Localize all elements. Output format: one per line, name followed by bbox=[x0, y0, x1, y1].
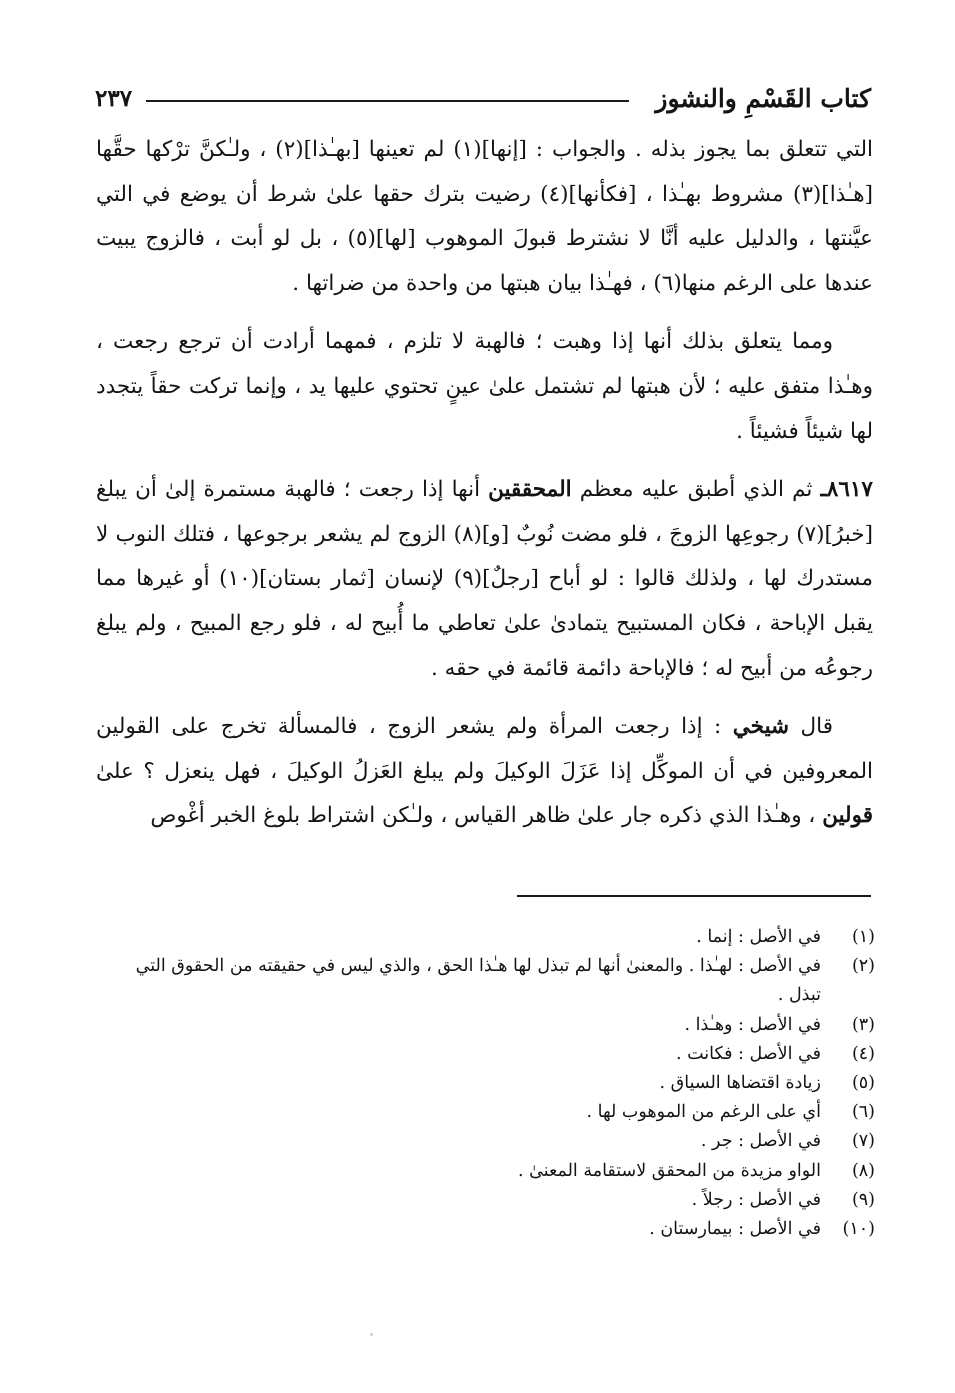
footnote-number: (٧) bbox=[851, 1131, 875, 1152]
footnote bbox=[100, 1127, 875, 1156]
footnote bbox=[100, 1215, 875, 1244]
footnote bbox=[100, 1098, 875, 1127]
footnote-text: في الأصل : إنما . bbox=[696, 927, 821, 947]
paragraph-4-text-b: : إذا رجعت المرأة ولم يشعر الزوج ، فالمسألة تخرج على القولين المعروفين في أن الموكِّل إذا عَزَلَ الوكيلَ ولم يبلغ العَزلُ الوكيلَ ، فهل ينعزل ؟ علىٰ bbox=[96, 714, 873, 784]
running-header bbox=[95, 78, 871, 118]
footnote-text: في الأصل : فكانت . bbox=[675, 1043, 821, 1064]
main-text bbox=[96, 128, 873, 839]
footnote-text: في الأصل : رجلاً . bbox=[691, 1189, 821, 1210]
footnote-text: في الأصل : وهـٰذا . bbox=[684, 1014, 821, 1035]
paragraph-3-text-a: ثم الذي أطبق عليه معظم bbox=[571, 477, 821, 503]
footnote bbox=[100, 952, 875, 1010]
paragraph-4-text-a: قال bbox=[789, 714, 833, 740]
footnote-number: (٤) bbox=[851, 1043, 875, 1064]
paragraph-3-bold: المحققين bbox=[488, 477, 572, 503]
page-number: ٢٣٧ bbox=[95, 84, 133, 112]
scan-speck bbox=[370, 1333, 373, 1336]
footnote-text: أي على الرغم من الموهوب لها . bbox=[586, 1102, 821, 1123]
footnote-separator bbox=[517, 895, 871, 897]
footnote-number: (١) bbox=[851, 927, 875, 947]
footnote-number: (٨) bbox=[851, 1160, 875, 1181]
footnote bbox=[100, 1186, 875, 1215]
footnote bbox=[100, 923, 875, 952]
footnote-number: (٣) bbox=[851, 1014, 875, 1035]
paragraph-number: ٨٦١٧ـ bbox=[820, 477, 873, 503]
footnote-number: (٢) bbox=[851, 956, 875, 977]
footnote-text: في الأصل : جر . bbox=[700, 1131, 821, 1152]
footnotes bbox=[100, 923, 875, 1244]
paragraph-4 bbox=[96, 705, 873, 839]
paragraph-4-bold-2: قولين bbox=[822, 803, 873, 829]
chapter-title: كتاب القَسْمِ والنشوز bbox=[655, 83, 871, 113]
footnote-number: (١٠) bbox=[842, 1219, 875, 1240]
paragraph-3-text-b: أنها إذا رجعت ؛ فالهبة مستمرة إلىٰ أن يبلغ [خبرُ](٧) رجوعِها الزوجَ ، فلو مضت نُوبٌ [و](٨) الزوج لم يشعر برجوعها ، فتلك النوب لا مستدرك لها ، ولذلك قالوا : لو أباح [رجلٌ](٩) لإنسان [ثمار بستان](١٠) أو غيرها مما يقبل الإباحة ، فكان المستبيح يتمادىٰ علىٰ تعاطي ما أُبيح له ، فلو رجع المبيح ، ولم يبلغ رجوعُه من أبيح له ؛ فالإباحة دائمة قائمة في حقه . bbox=[96, 477, 873, 681]
footnote-number: (٦) bbox=[851, 1102, 875, 1123]
paragraph-1: التي تتعلق بما يجوز بذله . والجواب : [إنها](١) لم تعينها [بهـٰذا](٢) ، ولـٰكنَّ ترْكها حقَّها [هـٰذا](٣) مشروط بهـٰذا ، [فكأنها](٤) رضيت بترك حقها علىٰ شرط أن يوضع في التي عيَّنتها ، والدليل عليه أنَّا لا نشترط قبولَ الموهوب [لها](٥) ، بل لو أبت ، فالزوج يبيت عندها على الرغم منها(٦) ، فهـٰذا بيان هبتها من واحدة من ضراتها . bbox=[96, 137, 873, 296]
footnote bbox=[100, 1011, 875, 1040]
paragraph-4-bold: شيخي bbox=[732, 714, 790, 740]
footnote bbox=[100, 1040, 875, 1069]
header-rule bbox=[146, 100, 629, 102]
paragraph-4-text-c: ، وهـٰذا الذي ذكره جار علىٰ ظاهر القياس ، ولـٰكن اشتراط بلوغ الخبر أغْوص bbox=[150, 803, 823, 829]
footnote-text: الواو مزيدة من المحقق لاستقامة المعنىٰ . bbox=[518, 1160, 821, 1181]
footnote-text: في الأصل : بيمارستان . bbox=[649, 1219, 821, 1240]
footnote-number: (٩) bbox=[851, 1189, 875, 1210]
paragraph-3 bbox=[96, 468, 873, 691]
footnote-text: زيادة اقتضاها السياق . bbox=[659, 1073, 821, 1094]
footnote-text: في الأصل : لهـٰذا . والمعنىٰ أنها لم تبذل لها هـٰذا الحق ، والذي ليس في حقيقته من الحقوق التي تبذل . bbox=[135, 956, 821, 1006]
footnote bbox=[100, 1157, 875, 1186]
footnote-number: (٥) bbox=[851, 1073, 875, 1094]
paragraph-2: ومما يتعلق بذلك أنها إذا وهبت ؛ فالهبة لا تلزم ، فمهما أرادت أن ترجع رجعت ، وهـٰذا متفق عليه ؛ لأن هبتها لم تشتمل علىٰ عينٍ تحتوي عليها يد ، وإنما تركت حقاً يتجدد لها شيئاً فشيئاً . bbox=[96, 329, 873, 444]
footnote bbox=[100, 1069, 875, 1098]
